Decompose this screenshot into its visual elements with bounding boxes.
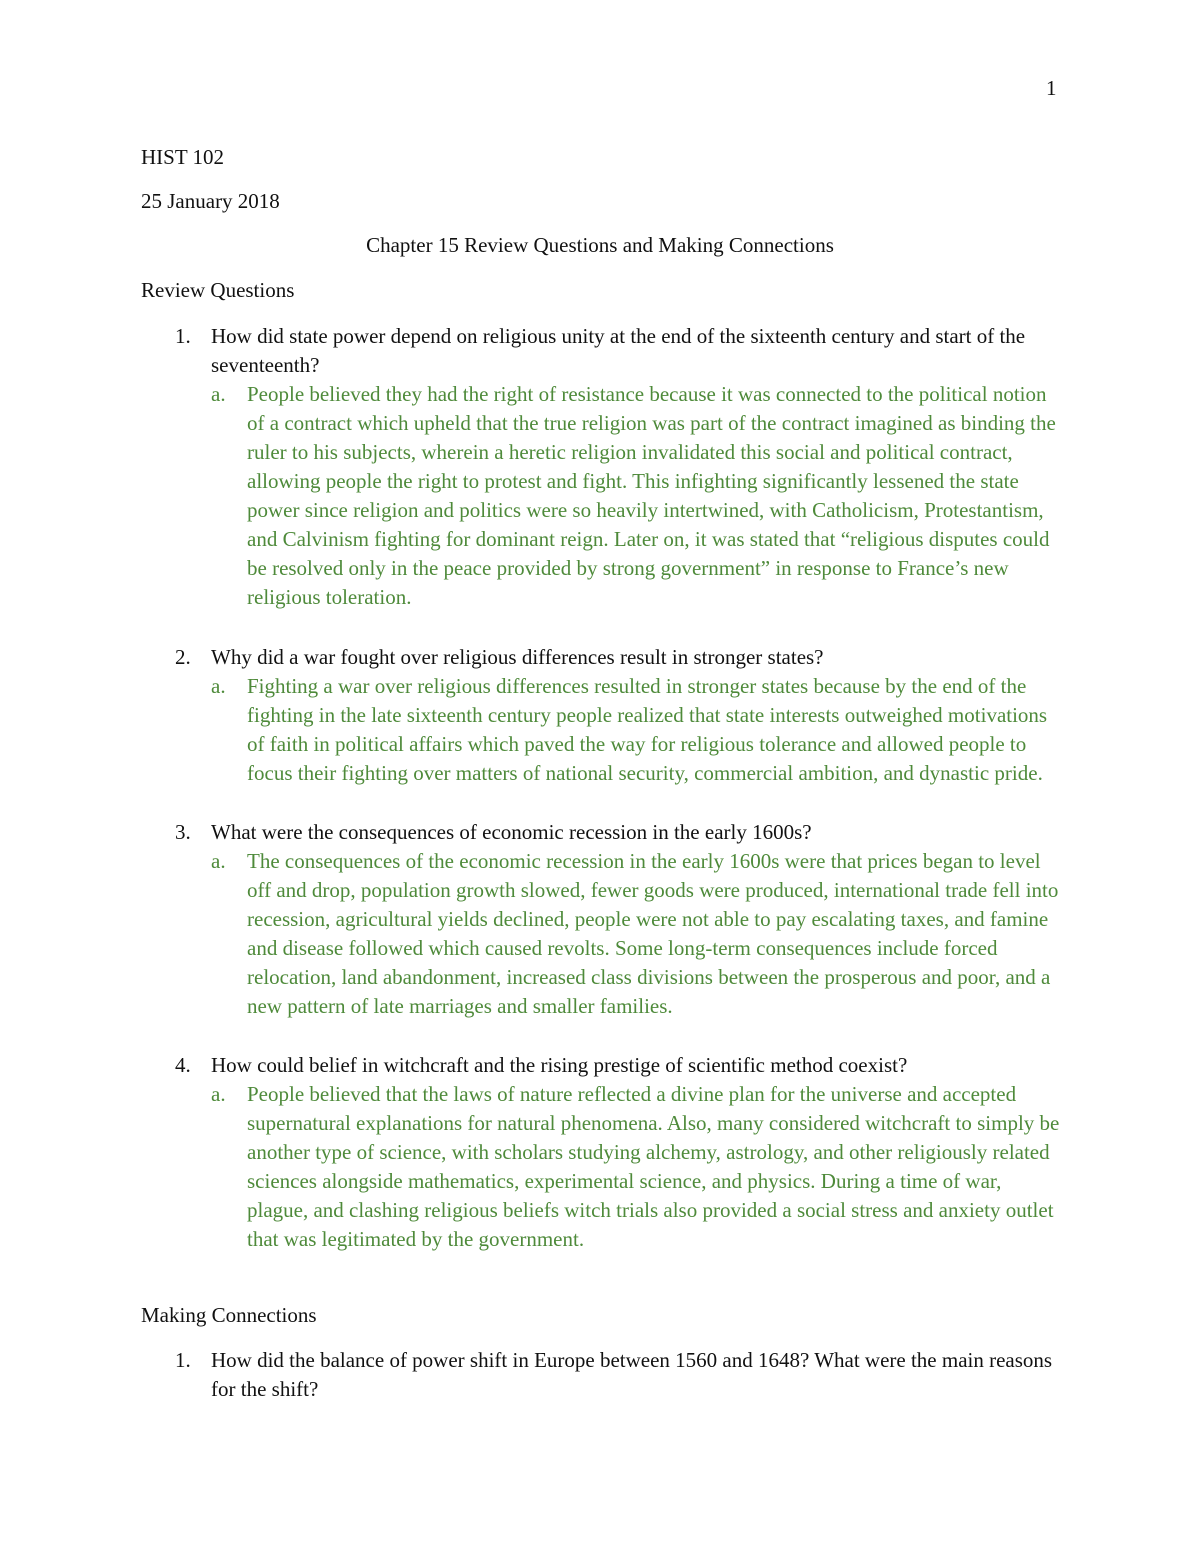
answer <box>211 847 1065 1021</box>
question-number: 3. <box>175 820 191 844</box>
document-title: Chapter 15 Review Questions and Making Connections <box>366 233 834 257</box>
connections-question <box>175 1346 1065 1404</box>
question-number: 4. <box>175 1053 191 1077</box>
review-question <box>175 1051 1065 1254</box>
review-question <box>175 322 1065 612</box>
answer <box>211 672 1065 788</box>
answer <box>211 380 1065 612</box>
making-connections-heading: Making Connections <box>141 1303 317 1327</box>
answer-letter: a. <box>211 849 226 873</box>
answer <box>211 1080 1065 1254</box>
review-questions-heading: Review Questions <box>141 278 295 302</box>
answer-text: People believed they had the right of resistance because it was connected to the political notion of a contract which upheld that the true religion was part of the contract imagined as binding the ruler to his subjects, wherein a heretic religion invalidated this social and political contract, allowing people the right to protest and fight. This infighting significantly lessened the state power since religion and politics were so heavily intertwined, with Catholicism, Protestantism, and Calvinism fighting for dominant reign. Later on, it was stated that “religious disputes could be resolved only in the peace provided by strong government” in response to France’s new religious toleration. <box>247 382 1056 609</box>
question-number: 1. <box>175 1348 191 1372</box>
document-date: 25 January 2018 <box>141 189 280 213</box>
answer-text: The consequences of the economic recession in the early 1600s were that prices began to level off and drop, population growth slowed, fewer goods were produced, international trade fell into recession, agricultural yields declined, people were not able to pay escalating taxes, and famine and disease followed which caused revolts. Some long-term consequences include forced relocation, land abandonment, increased class divisions between the prosperous and poor, and a new pattern of late marriages and smaller families. <box>247 849 1059 1018</box>
question-text: What were the consequences of economic recession in the early 1600s? <box>211 820 812 844</box>
question-text: How could belief in witchcraft and the rising prestige of scientific method coexist? <box>211 1053 908 1077</box>
answer-letter: a. <box>211 1082 226 1106</box>
review-question <box>175 643 1065 788</box>
answer-letter: a. <box>211 382 226 406</box>
question-text: How did state power depend on religious unity at the end of the sixteenth century and start of the seventeenth? <box>211 324 1026 377</box>
question-text: Why did a war fought over religious differences result in stronger states? <box>211 645 824 669</box>
question-number: 1. <box>175 324 191 348</box>
answer-text: People believed that the laws of nature reflected a divine plan for the universe and accepted supernatural explanations for natural phenomena. Also, many considered witchcraft to simply be another type of science, with scholars studying alchemy, astrology, and other religiously related sciences alongside mathematics, experimental science, and physics. During a time of war, plague, and clashing religious beliefs witch trials also provided a social stress and anxiety outlet that was legitimated by the government. <box>247 1082 1060 1251</box>
answer-letter: a. <box>211 674 226 698</box>
answer-text: Fighting a war over religious differences resulted in stronger states because by the end of the fighting in the late sixteenth century people realized that state interests outweighed motivations of faith in political affairs which paved the way for religious tolerance and allowed people to focus their fighting over matters of national security, commercial ambition, and dynastic pride. <box>247 674 1048 785</box>
page-number: 1 <box>1046 76 1057 100</box>
question-number: 2. <box>175 645 191 669</box>
review-question <box>175 818 1065 1021</box>
course-name: HIST 102 <box>141 145 225 169</box>
question-text: How did the balance of power shift in Europe between 1560 and 1648? What were the main reasons for the shift? <box>211 1348 1053 1401</box>
